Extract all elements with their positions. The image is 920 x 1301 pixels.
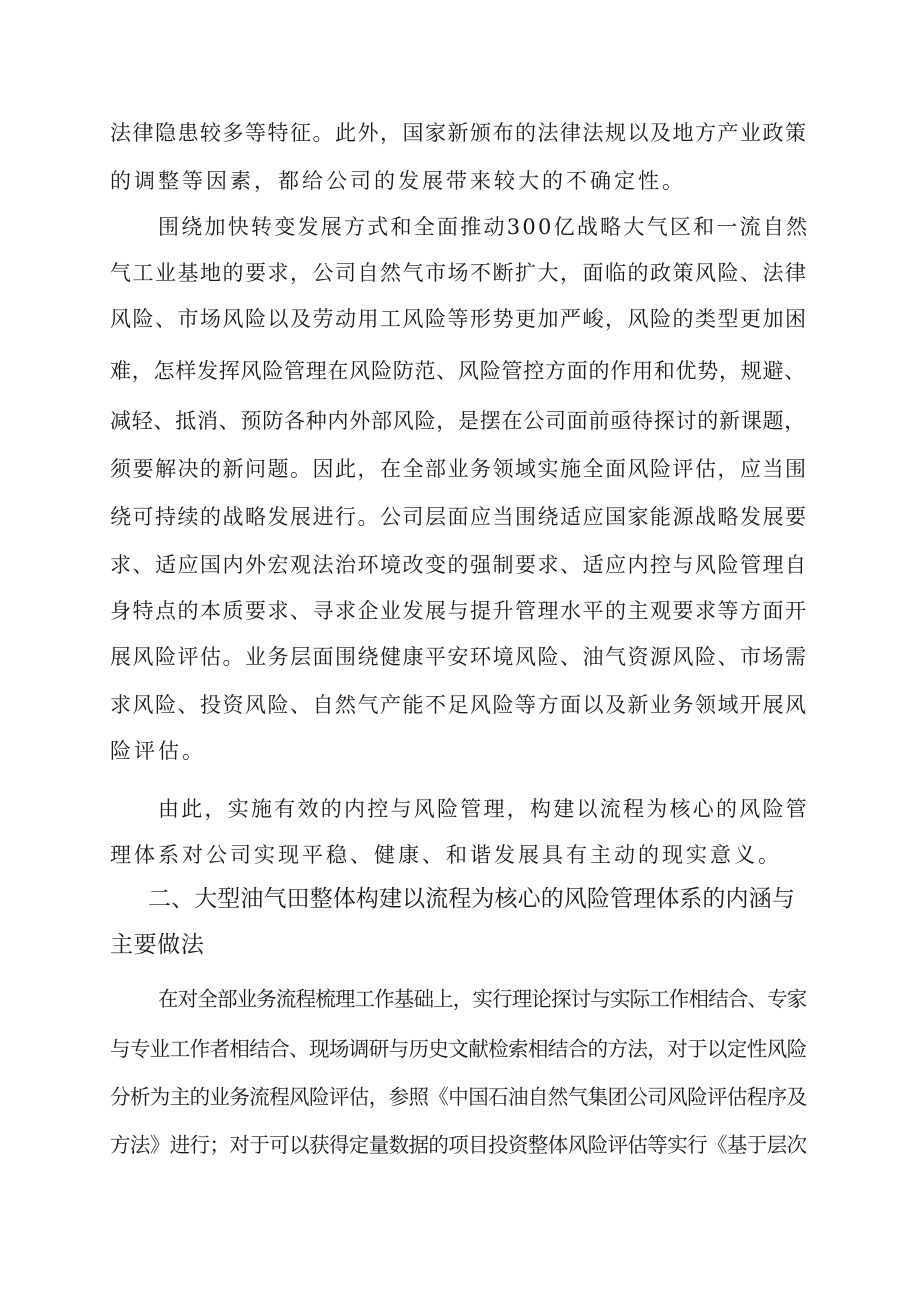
paragraph-line: 求、适应国内外宏观法治环境改变的强制要求、适应内控与风险管理自 (110, 553, 808, 577)
paragraph-line: 围绕加快转变发展方式和全面推动300亿战略大气区和一流自然 (158, 215, 810, 239)
section-heading: 主要做法 (110, 932, 205, 958)
paragraph-line: 在对全部业务流程梳理工作基础上，实行理论探讨与实际工作相结合、专家 (158, 987, 807, 1011)
paragraph-line: 风险、市场风险以及劳动用工风险等形势更加严峻，风险的类型更加困 (110, 307, 808, 331)
paragraph-line: 分析为主的业务流程风险评估，参照《中国石油自然气集团公司风险评估程序及 (110, 1085, 807, 1109)
paragraph-line: 方法》进行；对于可以获得定量数据的项目投资整体风险评估等实行《基于层次 (110, 1133, 807, 1157)
paragraph-line: 理体系对公司实现平稳、健康、和谐发展具有主动的现实意义。 (110, 843, 782, 867)
paragraph-line: 法律隐患较多等特征。此外，国家新颁布的法律法规以及地方产业政策 (110, 121, 808, 145)
paragraph-line: 与专业工作者相结合、现场调研与历史文献检索相结合的方法，对于以定性风险 (110, 1037, 807, 1061)
paragraph-line: 的调整等因素，都给公司的发展带来较大的不确定性。 (110, 169, 686, 193)
paragraph-line: 险评估。 (110, 739, 206, 763)
paragraph-line: 难，怎样发挥风险管理在风险防范、风险管控方面的作用和优势，规避、 (110, 359, 806, 383)
paragraph-line: 身特点的本质要求、寻求企业发展与提升管理水平的主观要求等方面开 (110, 599, 808, 623)
paragraph-line: 由此，实施有效的内控与风险管理，构建以流程为核心的风险管 (158, 797, 809, 821)
section-heading: 二、大型油气田整体构建以流程为核心的风险管理体系的内涵与 (148, 886, 795, 912)
paragraph-line: 绕可持续的战略发展进行。公司层面应当围绕适应国家能源战略发展要 (110, 505, 808, 529)
paragraph-line: 须要解决的新问题。因此，在全部业务领域实施全面风险评估，应当围 (110, 457, 808, 481)
paragraph-line: 展风险评估。业务层面围绕健康平安环境风险、油气资源风险、市场需 (110, 645, 808, 669)
paragraph-line: 求风险、投资风险、自然气产能不足风险等方面以及新业务领域开展风 (110, 693, 808, 717)
paragraph-line: 气工业基地的要求，公司自然气市场不断扩大，面临的政策风险、法律 (110, 261, 808, 285)
paragraph-line: 减轻、抵消、预防各种内外部风险，是摆在公司面前亟待探讨的新课题， (110, 409, 806, 433)
